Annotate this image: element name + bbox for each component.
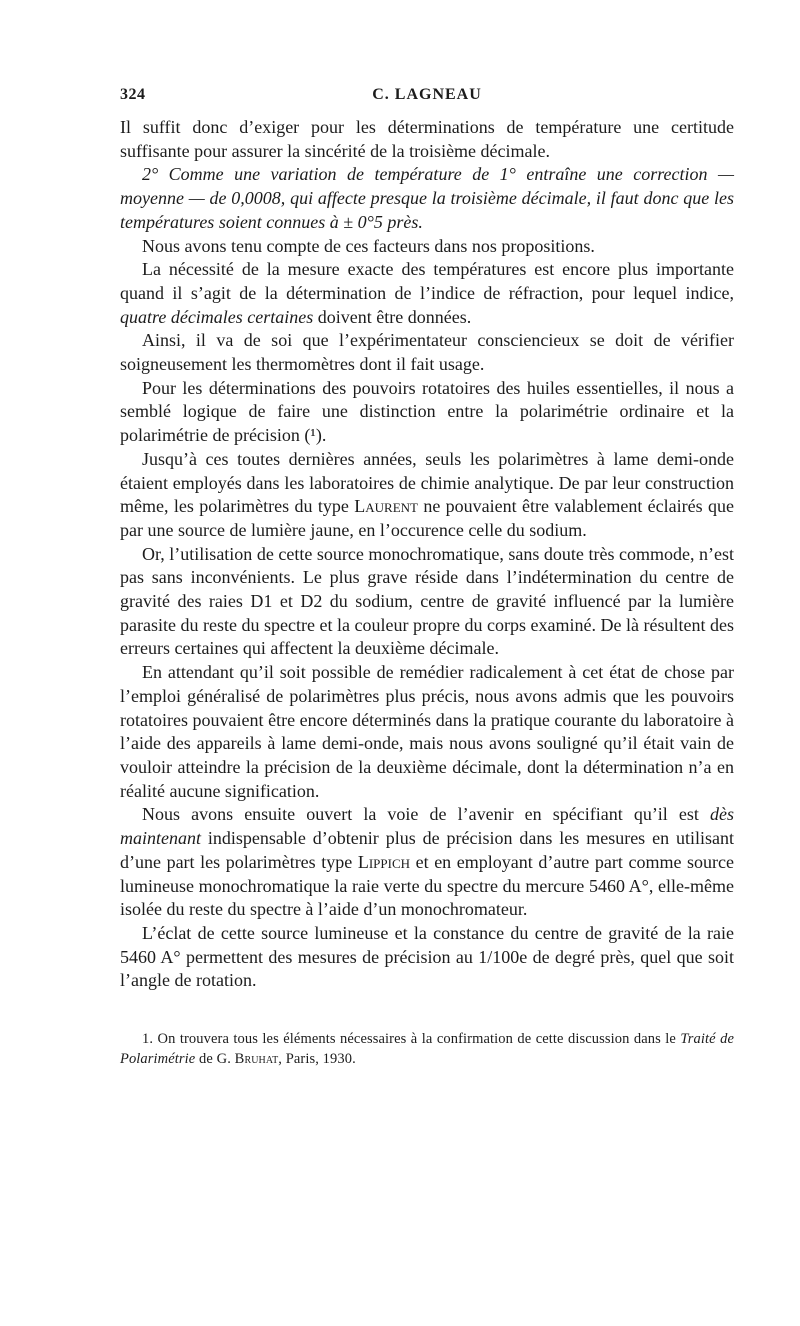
paragraph: En attendant qu’il soit possible de remédier radicalement à cet état de chose par l’emploi généralisé de polarimètres plus précis, nous avons admis que les pouvoirs rotatoires pouvaient être encore déterminés dans la pratique courante du laboratoire à l’aide des appareils à lame demi-onde, mais nous avons souligné qu’il était vain de vouloir atteindre la précision de la deuxième décimale, dont la détermination n’a en réalité aucune signification. [120, 662, 734, 801]
paragraph: Nous avons tenu compte de ces facteurs dans nos propositions. [142, 235, 595, 256]
paragraph: Pour les déterminations des pouvoirs rotatoires des huiles essentielles, il nous a semblé logique de faire une distinction entre la polarimétrie ordinaire et la polarimétrie de précision (¹). [120, 377, 734, 446]
paragraph: 2° Comme une variation de température de 1° entraîne une correction — moyenne — de 0,0008, qui affecte presque la troisième décimale, il faut donc que les températures soient connues à ± 0°5 près. [120, 164, 734, 232]
running-head: C. LAGNEAU [372, 86, 482, 103]
book-title: Traité de Polarimétrie [120, 1031, 734, 1068]
paragraph: Nous avons ensuite ouvert la voie de l’avenir en spécifiant qu’il est dès maintenant indispensable d’obtenir plus de précision dans les mesures en utilisant d’une part les polarimètres type Lippich et en employant d’autre part comme source lumineuse monochromatique la raie verte du spectre du mercure 5460 A°, elle-même isolée du reste du spectre à l’aide d’un monochromateur. [120, 804, 734, 920]
author-name: Lippich [357, 851, 411, 872]
paragraph: La nécessité de la mesure exacte des températures est encore plus importante quand il s’agit de la détermination de l’indice de réfraction, pour lequel indice, quatre décimales certaines doivent être données. [120, 259, 734, 327]
body-text [120, 116, 734, 993]
paragraph: L’éclat de cette source lumineuse et la constance du centre de gravité de la raie 5460 A° permettent des mesures de précision au 1/100e de degré près, quel que soit l’angle de rotation. [120, 922, 734, 991]
footnote: 1. On trouvera tous les éléments nécessaires à la confirmation de cette discussion dans le Traité de Polarimétrie de G. Bruhat, Paris, 1930. [120, 1031, 734, 1068]
paragraph: Or, l’utilisation de cette source monochromatique, sans doute très commode, n’est pas sans inconvénients. Le plus grave réside dans l’indétermination du centre de gravité des raies D1 et D2 du sodium, centre de gravité influencé par la lumière parasite du reste du spectre et la couleur propre du corps examiné. De là résultent des erreurs certaines qui affectent la deuxième décimale. [120, 543, 734, 659]
page-header [120, 86, 734, 110]
paragraph: Jusqu’à ces toutes dernières années, seuls les polarimètres à lame demi-onde étaient employés dans les laboratoires de chimie analytique. De par leur construction même, les polarimètres du type Laurent ne pouvaient être valablement éclairés que par une source de lumière jaune, en l’occurence celle du sodium. [120, 448, 734, 540]
author-name: Bruhat [234, 1051, 279, 1068]
paragraph: Il suffit donc d’exiger pour les déterminations de température une certitude suffisante pour assurer la sincérité de la troisième décimale. [120, 117, 734, 161]
document-page [120, 86, 734, 1069]
emphasis-text: quatre décimales certaines [120, 306, 314, 327]
paragraph: Ainsi, il va de soi que l’expérimentateur consciencieux se doit de vérifier soigneusement les thermomètres dont il fait usage. [120, 330, 734, 375]
page-number: 324 [120, 86, 146, 103]
footnotes [120, 1029, 734, 1069]
emphasis-text: dès maintenant [120, 804, 734, 849]
author-name: Laurent [354, 496, 418, 517]
